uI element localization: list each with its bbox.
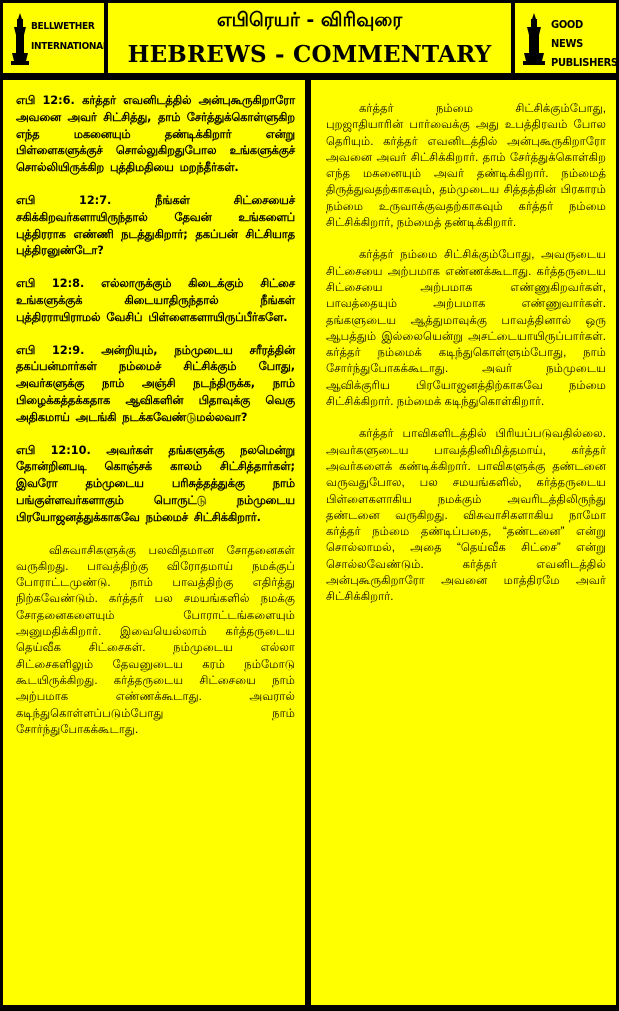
logo-line-2: INTERNATIONAL xyxy=(31,41,109,52)
verse-12-6: எபி 12:6. கர்த்தர் எவனிடத்தில் அன்புகூருகிறாரோ அவனை அவர் சிட்சித்து, தாம் சேர்த்துக்கொள்ளுகிற எந்த மகனையும் தண்டிக்கிறார் என்று பிள்ளைகளுக்குச் சொல்லுகிறதுபோல உங்களுக்குச் சொல்லியிருக்கிற புத்திமதியை மறந்தீர்கள். xyxy=(16,94,295,175)
page-title-english: HEBREWS - COMMENTARY xyxy=(127,41,492,68)
title-box xyxy=(108,3,511,73)
good-news-logo xyxy=(515,3,616,73)
bellwether-logo xyxy=(3,3,109,73)
logo-line-1: GOOD NEWS xyxy=(551,18,583,50)
good-news-logo-text xyxy=(551,15,618,72)
bell-tower-icon xyxy=(523,13,545,65)
commentary-paragraph: கர்த்தர் நம்மை சிட்சிக்கும்போது, அவருடைய சிட்சையை அற்பமாக எண்ணக்கூடாது. கர்த்தருடைய சிட்சையை அற்பமாக எண்ணுகிறவர்கள், பாவத்தையும் அற்பமாக எண்ணுவார்கள். தங்களுடைய ஆத்துமாவுக்கு பாவத்தினால் ஒரு ஆபத்தும் இல்லையென்று அசட்டையாயிருப்பார்கள். கர்த்தர் நம்மைக் கடிந்துகொள்ளும்போது, நாம் சோர்ந்துபோகக்கூடாது. அவர் நம்முடைய ஆவிக்குரிய பிரயோஜனத்திற்காகவே நம்மை சிட்சிக்கிறார். நம்மைக் கடிந்துகொள்கிறார். xyxy=(326,248,606,409)
commentary-paragraph: விசுவாசிகளுக்கு பலவிதமான சோதனைகள் வருகிறது. பாவத்திற்கு விரோதமாய் நமக்குப் போராட்டமுண்டு. நாம் பாவத்திற்கு எதிர்த்து நிற்கவேண்டும். கர்த்தர் பல சமயங்களில் நமக்கு சோதனைகளையும் போராட்டங்களையும் அனுமதிக்கிறார். இவையெல்லாம் கர்த்தருடைய தெய்வீக சிட்சைகள். நம்முடைய எல்லா சிட்சைகளிலும் தேவனுடைய கரம் நம்மோடு கூடயிருக்கிறது. கர்த்தருடைய சிட்சையை நாம் அற்பமாக எண்ணக்கூடாது. அவரால் கடிந்துகொள்ளப்படும்போது நாம் சோர்ந்துபோகக்கூடாது. xyxy=(16,543,295,736)
bell-tower-icon xyxy=(11,13,29,65)
logo-line-2: PUBLISHERS xyxy=(551,56,618,69)
bellwether-logo-text xyxy=(31,17,108,57)
right-column xyxy=(311,80,616,1005)
left-column xyxy=(3,80,305,1005)
verse-12-9: எபி 12:9. அன்றியும், நம்முடைய சரீரத்தின் தகப்பன்மார்கள் நம்மைச் சிட்சிக்கும் போது, அவர்களுக்கு நாம் அஞ்சி நடந்திருக்க, நாம் பிழைக்கத்தக்கதாக ஆவிகளின் பிதாவுக்கு வெகு அதிகமாய் அடங்கி நடக்கவேண்டுமல்லவா? xyxy=(16,343,295,424)
verse-12-8: எபி 12:8. எல்லாருக்கும் கிடைக்கும் சிட்சை உங்களுக்குக் கிடையாதிருந்தால் நீங்கள் புத்திரராயிராமல் வேசிப் பிள்ளைகளாயிருப்பீர்களே. xyxy=(16,277,295,324)
header xyxy=(0,0,619,78)
commentary-paragraph: கர்த்தர் பாவிகளிடத்தில் பிரியப்படுவதில்லை. அவர்களுடைய பாவத்தினிமித்தமாய், கர்த்தர் அவர்களைக் கண்டிக்கிறார். பாவிகளுக்கு தண்டனை வருவதுபோல, பல சமயங்களில், கர்த்தருடைய பிள்ளைகளாகிய நமக்கும் அவரிடத்திலிருந்து தண்டனை வருகிறது. விசுவாசிகளாகிய நாமோ கர்த்தர் நம்மை தண்டிப்பதை, “தண்டனை” என்று சொல்லாமல், அதை “தெய்வீக சிட்சை” என்று சொல்லவேண்டும். கர்த்தர் எவனிடத்தில் அன்புகூருகிறாரோ அவனை மாத்திரமே அவர் சிட்சிக்கிறார். xyxy=(326,427,606,604)
logo-line-1: BELLWETHER xyxy=(31,21,95,32)
commentary-paragraph: கர்த்தர் நம்மை சிட்சிக்கும்போது, புறஜாதியாரின் பார்வைக்கு அது உபத்திரவம் போல தெரியும். கர்த்தர் எவனிடத்தில் அன்புகூருகிறாரோ அவனை அவர் சிட்சிக்கிறார். தாம் சேர்த்துக்கொள்கிற எந்த மகனையும் அவர் தண்டிக்கிறார். நம்மைத் திருத்துவதற்காகவும், தம்முடைய சித்தத்தின் பிரகாரம் நம்மை உருவாக்குவதற்காகவும் கர்த்தர் நம்மை சிட்சிக்கிறார், நம்மைத் தண்டிக்கிறார். xyxy=(326,102,606,230)
verse-12-7: எபி 12:7. நீங்கள் சிட்சையைச் சகிக்கிறவர்களாயிருந்தால் தேவன் உங்களைப் புத்திரராக எண்ணி நடத்துகிறார்; தகப்பன் சிட்சியாத புத்திரனுண்டோ? xyxy=(16,193,295,258)
verse-12-10: எபி 12:10. அவர்கள் தங்களுக்கு நலமென்று தோன்றினபடி கொஞ்சக் காலம் சிட்சித்தார்கள்; இவரோ தம்முடைய பரிசுத்தத்துக்கு நாம் பங்குள்ளவர்களாகும் பொருட்டு நம்முடைய பிரயோஜனத்துக்காகவே நம்மைச் சிட்சிக்கிறார். xyxy=(16,443,295,524)
page-title-tamil: எபிரெயர் - விரிவுரை xyxy=(216,9,403,31)
